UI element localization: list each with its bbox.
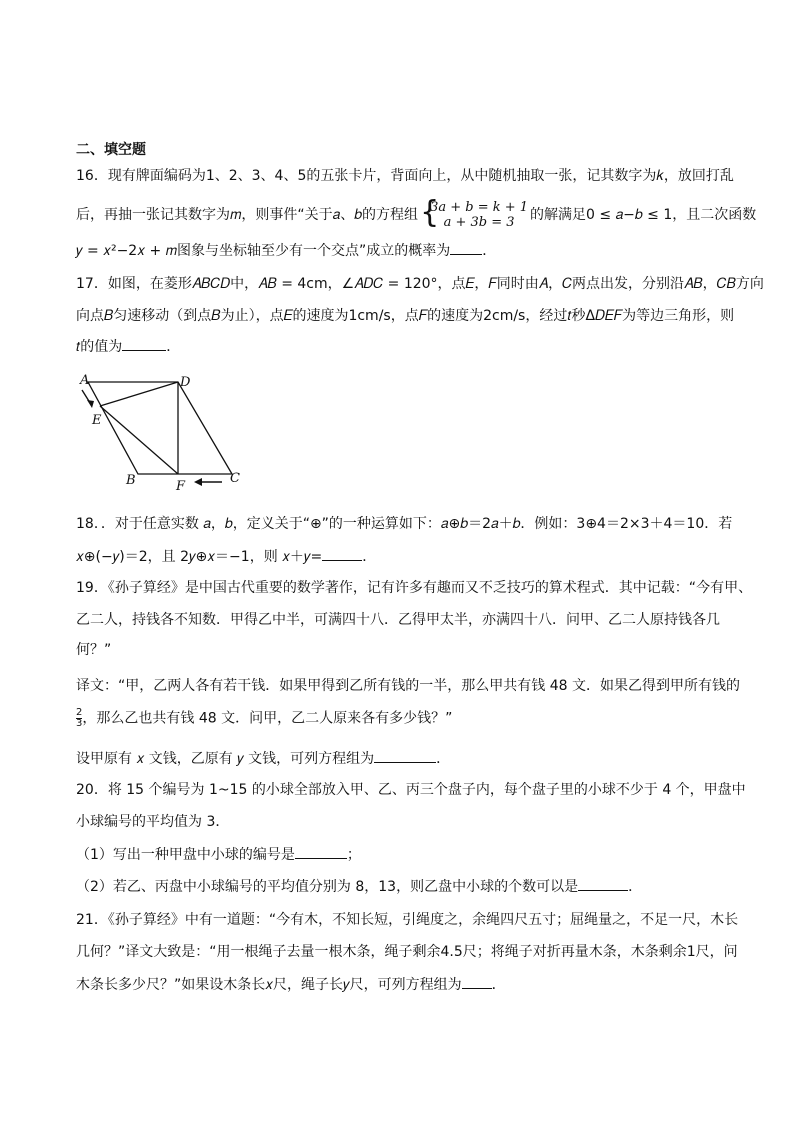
q17-line-3-text: 𝑡的值为 xyxy=(76,339,123,355)
label-a: A xyxy=(80,373,90,388)
q19-line-5-text: ，那么乙也共有钱 48 文．问甲，乙二人原来各有多少钱？” xyxy=(82,710,453,727)
q20-line-1: 20．将 15 个编号为 1~15 的小球全部放入甲、乙、丙三个盘子内，每个盘子里的小球不少于 4 个，甲盘中 xyxy=(76,782,746,798)
q19-line-6-text: 设甲原有 𝑥 文钱，乙原有 𝑦 文钱，可列方程组为 xyxy=(76,751,375,767)
arrow-e-head-icon xyxy=(87,400,94,408)
q17-line-3 xyxy=(76,336,726,357)
q17-line-3-end: ． xyxy=(166,339,181,355)
q16-line-2b: 的解满足0 ≤ 𝑎−𝑏 ≤ 1，且二次函数 xyxy=(530,207,757,223)
q21-line-3-end: ． xyxy=(491,977,506,993)
q18-line-2-text: 𝑥⊕(−𝑦)＝2，且 2𝑦⊕𝑥＝−1，则 𝑥＋𝑦= xyxy=(76,549,323,565)
q16-line-3-text: 𝑦 = 𝑥²−2𝑥 + 𝑚图象与坐标轴至少有一个交点”成立的概率为 xyxy=(76,243,451,259)
fraction-denominator: 3 xyxy=(76,718,83,729)
q19-line-3: 何？” xyxy=(76,642,112,658)
q17-line-2: 向点𝐵匀速移动（到点𝐵为止），点𝐸的速度为1cm/s，点𝐹的速度为2cm/s，经过𝑡秒Δ𝐷𝐸𝐹为等边三角形，则 xyxy=(76,308,735,324)
q16-line-1: 16．现有牌面编码为1、2、3、4、5的五张卡片，背面向上，从中随机抽取一张，记其数字为𝑘，放回打乱 xyxy=(76,168,734,184)
q16-eq-2: 𝑎 + 3𝑏 = 3 xyxy=(443,215,515,230)
q20-line-3-end: ； xyxy=(346,847,361,863)
label-b: B xyxy=(126,473,136,488)
q18-line-1: 18．．对于任意实数 𝑎，𝑏，定义关于“⊕”的一种运算如下：𝑎⊕𝑏＝2𝑎＋𝑏．例如：3⊕4＝2×3＋4＝10．若 xyxy=(76,516,733,532)
q21-answer-blank[interactable] xyxy=(462,974,492,989)
q19-line-1: 19．《孙子算经》是中国古代重要的数学著作，记有许多有趣而又不乏技巧的算术程式．其中记载：“今有甲、 xyxy=(76,580,753,596)
q18-line-2 xyxy=(76,546,726,567)
rhombus-figure xyxy=(72,366,252,494)
q20-line-4-text: （2）若乙、丙盘中小球编号的平均值分别为 8，13，则乙盘中小球的个数可以是 xyxy=(76,879,579,895)
q19-line-5 xyxy=(76,708,726,729)
brace-icon: { xyxy=(420,195,440,230)
q20-line-3 xyxy=(76,844,726,865)
fraction-numerator: 2 xyxy=(76,707,83,718)
q18-line-2-end: ． xyxy=(362,549,377,565)
q19-answer-blank[interactable] xyxy=(374,748,436,763)
q21-line-2: 几何？”译文大致是：“用一根绳子去量一根木条，绳子剩余4.5尺；将绳子对折再量木条，木条剩余1尺，问 xyxy=(76,944,738,960)
q21-line-1: 21．《孙子算经》中有一道题：“今有木，不知长短，引绳度之，余绳四尺五寸；屈绳量之，不足一尺，木长 xyxy=(76,912,739,928)
label-d: D xyxy=(180,375,191,390)
q16-line-2 xyxy=(76,195,757,230)
q19-line-2: 乙二人，持钱各不知数．甲得乙中半，可满四十八．乙得甲太半，亦满四十八．问甲、乙二人原持钱各几 xyxy=(76,612,720,628)
q16-line-3-end: ． xyxy=(482,243,497,259)
q21-line-3-text: 木条长多少尺？”如果设木条长𝑥尺，绳子长𝑦尺，可列方程组为 xyxy=(76,977,462,993)
rhombus-abcd xyxy=(88,382,232,474)
q17-answer-blank[interactable] xyxy=(122,336,166,351)
q16-answer-blank[interactable] xyxy=(450,240,482,255)
q17-line-1: 17．如图，在菱形𝐴𝐵𝐶𝐷中，𝐴𝐵 = 4cm，∠𝐴𝐷𝐶 = 120°，点𝐸，𝐹同时由𝐴，𝐶两点出发，分别沿𝐴𝐵，𝐶𝐵方向 xyxy=(76,276,764,292)
q19-line-4: 译文：“甲，乙两人各有若干钱．如果甲得到乙所有钱的一半，那么甲共有钱 48 文．如果乙得到甲所有钱的 xyxy=(76,678,740,694)
section-title: 二、填空题 xyxy=(76,142,146,158)
q16-line-3 xyxy=(76,240,726,261)
label-c: C xyxy=(230,471,240,486)
q21-line-3 xyxy=(76,974,726,995)
segment-de xyxy=(100,382,178,406)
q20-line-3-text: （1）写出一种甲盘中小球的编号是 xyxy=(76,847,295,863)
q16-eq-1: 3𝑎 + 𝑏 = 𝑘 + 1 xyxy=(430,200,529,215)
q20-answer-blank-1[interactable] xyxy=(295,844,347,859)
q16-equation-system xyxy=(420,195,529,230)
q18-answer-blank[interactable] xyxy=(322,546,362,561)
label-f: F xyxy=(176,479,186,494)
segment-ef xyxy=(100,406,178,474)
q19-line-6-end: ． xyxy=(436,751,451,767)
q20-line-4-end: ． xyxy=(628,879,643,895)
q16-line-2a: 后，再抽一张记其数字为𝑚，则事件“关于𝑎、𝑏的方程组 xyxy=(76,207,419,223)
q20-answer-blank-2[interactable] xyxy=(578,876,628,891)
label-e: E xyxy=(92,413,102,428)
arrow-f-head-icon xyxy=(194,478,202,486)
q20-line-4 xyxy=(76,876,726,897)
q19-line-6 xyxy=(76,748,726,769)
q20-line-2: 小球编号的平均值为 3． xyxy=(76,814,230,830)
